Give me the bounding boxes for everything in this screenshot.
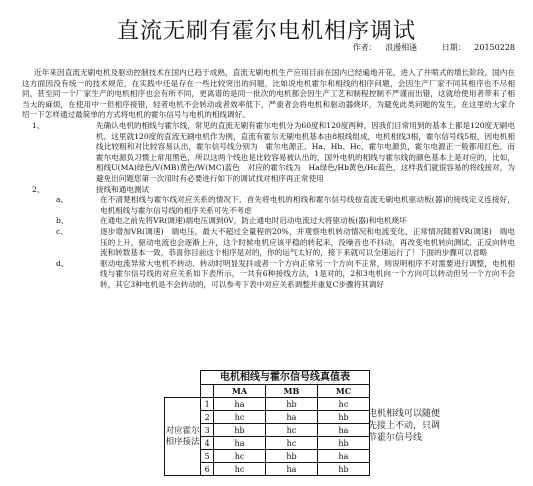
substep-c <box>22 227 515 259</box>
substep-b <box>22 216 515 227</box>
truth-table <box>164 384 370 476</box>
table-cell: hb <box>266 450 318 463</box>
byline <box>347 42 515 53</box>
table-cell: hb <box>214 424 266 437</box>
table-cell: ha <box>266 411 318 424</box>
row-index: 2 <box>201 411 214 424</box>
step-1-number: 1、 <box>32 120 45 130</box>
table-cell: hb <box>317 463 369 476</box>
document-title: 直流无刷有霍尔电机相序调试 <box>116 19 416 44</box>
table-cell: ha <box>214 437 266 450</box>
date-value: 20150228 <box>474 43 515 52</box>
header-ma: MA <box>214 385 266 398</box>
substep-c-text: 逐步增加VR(调速) 端电压，最大不超过全量程的20%，并观察电机转动情况和电流变化，正常情况随着VR(调速) 端电压的上升，驱动电流也会逐渐上升，这个时候电机应该平稳的转起来，没噪音也不抖动，再改变电机转向测试，正反向转电流和转数基本一致，恭喜你目前这个相序是对的，你的运气太好的，接下来就可以全速运行了！下面的步骤可以省略 <box>100 226 515 258</box>
substep-a-letter: a、 <box>56 195 69 205</box>
document-body <box>22 68 515 290</box>
table-cell: ha <box>214 398 266 411</box>
substep-b-text: 在通电之前先将VR(调速)端电压调到0V，防止通电时启动电流过大将驱动板(器)和电机烧坏 <box>100 216 407 226</box>
table-header-row <box>165 385 370 398</box>
table-row <box>165 398 370 411</box>
table-cell: hc <box>214 411 266 424</box>
row-index: 1 <box>201 398 214 411</box>
substep-c-letter: c、 <box>56 226 68 236</box>
substep-a <box>22 195 515 216</box>
truth-table-title: 电机相线与霍尔信号线真值表 <box>200 370 370 385</box>
substep-d-text: 驱动电流异常大电机不转动、转动时明显发抖或者一个方向正常另一个方向不正常，则说明相序不对需要进行调整，电机相线与霍尔信号线的对应关系如下表所示，一共有6种接线方法，1是对的，2和3电机向一个方向可以转动但另一个方向不会转，其它3种电机是不会转动的，可以参考下表中对应关系调整并重复C步骤将其调好 <box>100 258 515 289</box>
row-index: 5 <box>201 450 214 463</box>
table-cell: hb <box>266 398 318 411</box>
author-label: 作者： <box>352 43 377 52</box>
substep-b-letter: b、 <box>56 216 69 226</box>
step-2 <box>22 185 515 196</box>
intro-paragraph: 近年来因直流无刷电机及驱动控制技术在国内已趋于成熟，直流无刷电机生产应用目前在国内已经遍地开花，进入了井喷式的增长阶段，国内在这方面因没有统一的技术规范，在实践中还是存在一些比较突出的问题，比如说电机霍尔和相线的相序问题，会因生产厂家不同其相序也不尽相同，甚至同一个厂家生产的电机相序也会有所不同，更离谱的是同一批次的电机都会因生产工艺和制程控制不严谨而出错，这就给使用者带来了相当大的麻烦，在使用中一但相序接错，轻者电机不会转动或者效率低下，严重者会将电机和驱动器烧坏，为避免此类问题的发生，在这里给大家介绍一下怎样通过最简单的方式将电机的霍尔信号与电机的相线调好。 <box>22 68 515 120</box>
table-cell: hb <box>317 437 369 450</box>
table-cell: hc <box>214 450 266 463</box>
table-note: 电机相线可以随便先接上不动，只调节霍尔信号线 <box>368 409 441 443</box>
table-side-label: 对应霍尔相序接法 <box>165 398 201 476</box>
step-1-text: 先确认电机的相线与霍尔线，常见的直流无刷有霍尔电机分为60度和120度两种，因我们目常用到的基本上都是120度无刷电机，这里就120度的直流无刷电机作为例，直流有霍尔无刷电机基本由8根线组成，电机相线3根，霍尔信号线5根，因电机相线比较粗和对比较容易认出，霍尔信号线分别为 霍尔电源正、Ha、Hb、Hc、霍尔电源负，霍尔电源正一般都用红色，而霍尔电源负习惯上常用黑色，所以这两个线也是比较容易被认出的，国外电机的相线与霍尔线的颜色基本上是对应的，比如，相线U(MA)绿色/V(MB)黄色/W(MC)蓝色 对应的霍尔线为 Ha绿色/Hb黄色/Hc蓝色，这样我们就很容易的将线接对，为避免出问题您第一次用时有必要进行如下的调试找对相序再正常使用 <box>96 120 515 183</box>
step-2-number: 2、 <box>32 184 45 194</box>
table-cell: hc <box>317 398 369 411</box>
table-cell: ha <box>317 450 369 463</box>
substep-d <box>22 259 515 291</box>
table-cell: ha <box>317 424 369 437</box>
header-mb: MB <box>266 385 318 398</box>
substep-d-letter: d、 <box>56 258 69 268</box>
table-cell: ha <box>266 463 318 476</box>
author-name: 浪漫相逢 <box>385 43 418 52</box>
table-corner <box>165 385 201 398</box>
step-1 <box>22 121 515 185</box>
row-index: 3 <box>201 424 214 437</box>
substep-a-text: 在不清楚相线与霍尔线对应关系的情况下，首先将电机的相线和霍尔信号线按直流无刷电机驱动板(器)的接线定义连接好，电机相线与霍尔信号线的相序关系可先不考虑 <box>100 195 515 215</box>
row-index: 6 <box>201 463 214 476</box>
table-cell: hc <box>266 437 318 450</box>
date-label: 日期： <box>441 43 466 52</box>
table-cell: hc <box>214 463 266 476</box>
header-mc: MC <box>317 385 369 398</box>
row-index: 4 <box>201 437 214 450</box>
step-2-text: 接线和通电测试 <box>96 184 150 194</box>
table-corner-idx <box>201 385 214 398</box>
truth-table-block <box>164 370 370 474</box>
table-cell: hc <box>266 424 318 437</box>
table-cell: hb <box>317 411 369 424</box>
